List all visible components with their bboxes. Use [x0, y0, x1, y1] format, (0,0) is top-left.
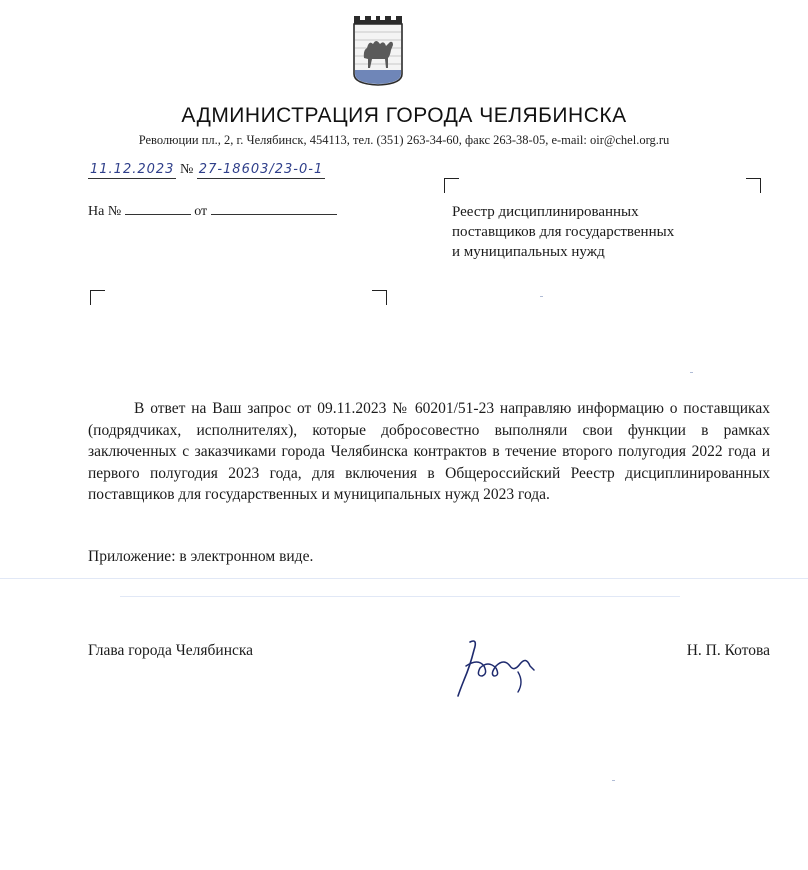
scan-speck — [690, 372, 693, 373]
addressee-line: и муниципальных нужд — [452, 244, 605, 260]
outgoing-reference — [88, 162, 325, 179]
incoming-from-label: от — [194, 204, 208, 219]
organization-address: Революции пл., 2, г. Челябинск, 454113, тел. (351) 263-34-60, факс 263-38-05, e-mail: oir@chel.org.ru — [138, 133, 670, 147]
incoming-number-label: На № — [88, 204, 122, 219]
coat-of-arms-icon — [352, 14, 404, 86]
letter-paragraph: В ответ на Ваш запрос от 09.11.2023 № 60201/51-23 направляю информацию о поставщиках (подрядчиках, исполнителях), которые добросовестно выполняли свои функции в рамках заключенных с заказчиками города Челябинска контрактов в течение второго полугодия 2022 года и первого полугодия 2023 года, для включения в Общероссийский Реестр дисциплинированных поставщиков для государственных и муниципальных нужд 2023 года. — [88, 400, 770, 503]
incoming-reference — [88, 200, 337, 220]
subject-bracket-top-left — [90, 290, 105, 305]
addressee-block — [452, 202, 752, 262]
scan-speck — [540, 296, 543, 297]
addressee-line: поставщиков для государственных — [452, 224, 675, 240]
addressee-bracket-top-left — [444, 178, 459, 193]
scan-speck — [612, 780, 615, 781]
signatory-name: Н. П. Котова — [686, 642, 770, 659]
scan-artifact — [120, 596, 680, 597]
incoming-date-blank — [211, 200, 337, 215]
scan-artifact — [0, 578, 808, 579]
subject-bracket-top-right — [372, 290, 387, 305]
handwritten-signature-icon — [448, 636, 548, 700]
outgoing-number: 27-18603/23-0-1 — [198, 162, 324, 177]
attachment-note: Приложение: в электронном виде. — [88, 548, 314, 565]
signatory-title: Глава города Челябинска — [88, 642, 254, 659]
organization-name: АДМИНИСТРАЦИЯ ГОРОДА ЧЕЛЯБИНСКА — [181, 104, 627, 127]
outgoing-date: 11.12.2023 — [90, 162, 175, 177]
letter-body — [88, 398, 770, 506]
number-sign: № — [179, 162, 194, 177]
addressee-line: Реестр дисциплинированных — [452, 204, 639, 220]
addressee-bracket-top-right — [746, 178, 761, 193]
incoming-number-blank — [125, 200, 191, 215]
